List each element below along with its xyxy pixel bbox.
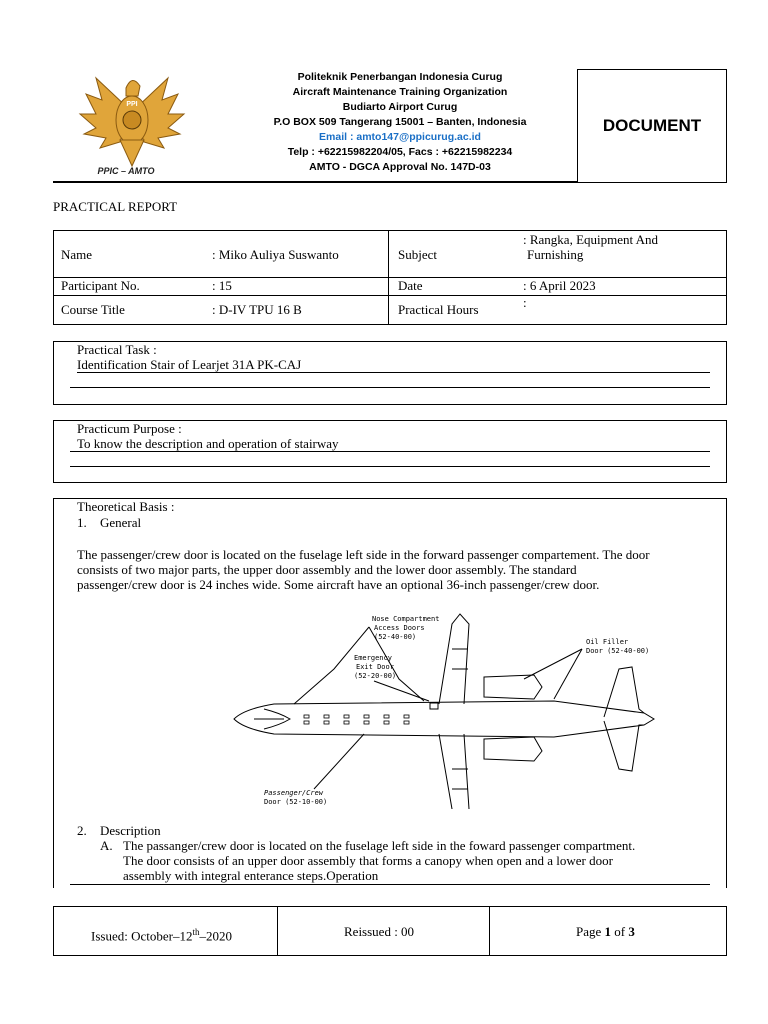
general-line-2: consists of two major parts, the upper door assembly and the lower door assembly. The standard: [77, 562, 577, 577]
info-table: [53, 230, 727, 325]
report-title: PRACTICAL REPORT: [53, 199, 178, 214]
task-label: Practical Task :: [77, 342, 157, 357]
info-table-row-divider: [54, 277, 726, 278]
figure-label-emergency-2: Exit Door: [356, 663, 394, 671]
date-label: Date: [398, 278, 423, 293]
hours-value: :: [523, 295, 527, 310]
figure-label-emergency-3: (52-20-00): [354, 672, 397, 680]
theory-label: Theoretical Basis :: [77, 499, 175, 514]
participant-value: : 15: [212, 278, 232, 293]
document-label-box: [577, 69, 727, 183]
org-line-4: P.O BOX 509 Tangerang 15001 – Banten, Indonesia: [273, 116, 527, 128]
theoretical-basis-box: [53, 498, 727, 888]
footer-divider: [489, 907, 490, 955]
subject-value-line-2: Furnishing: [527, 247, 584, 262]
figure-label-pax-2: Door (52-10-00): [264, 798, 328, 806]
issued-suffix-sup: th: [192, 927, 200, 937]
org-line-2: Aircraft Maintenance Training Organization: [292, 86, 508, 98]
figure-label-nose-1: Nose Compartment: [372, 615, 440, 623]
item-a-line-2: The door consists of an upper door assembly that forms a canopy when open and a lower door: [123, 853, 613, 868]
participant-label: Participant No.: [61, 278, 140, 293]
organization-block: [230, 70, 570, 175]
item-a-letter: A.: [100, 838, 113, 853]
name-value: : Miko Auliya Suswanto: [212, 247, 339, 262]
email-link[interactable]: Email : amto147@ppicurug.ac.id: [319, 131, 481, 143]
general-line-3: passenger/crew door is 24 inches wide. Some aircraft have an optional 36-inch passenger/crew door.: [77, 577, 600, 592]
issued-date: [91, 925, 232, 943]
section-1-title: General: [100, 515, 142, 530]
writing-line: [70, 884, 710, 885]
practicum-purpose-box: [53, 420, 727, 483]
figure-label-nose-2: Access Doors: [374, 624, 425, 632]
general-line-1: The passenger/crew door is located on the fuselage left side in the forward passenger compartement. The door: [77, 547, 650, 562]
page-prefix: Page: [576, 924, 605, 939]
purpose-label: Practicum Purpose :: [77, 421, 182, 436]
header-divider: [53, 181, 578, 183]
item-a-line-1: The passanger/crew door is located on the fuselage left side in the foward passenger compartment.: [123, 838, 636, 853]
writing-line: [70, 466, 710, 467]
approval-line: AMTO - DGCA Approval No. 147D-03: [309, 161, 491, 173]
date-value: : 6 April 2023: [523, 278, 596, 293]
item-a-line-3: assembly with integral enterance steps.Operation: [123, 868, 379, 883]
org-line-1: Politeknik Penerbangan Indonesia Curug: [297, 71, 503, 83]
page-mid: of: [611, 924, 629, 939]
figure-label-pax-1: Passenger/Crew: [264, 789, 324, 797]
document-label: DOCUMENT: [602, 116, 702, 135]
subject-label: Subject: [398, 247, 437, 262]
subject-value-line-1: : Rangka, Equipment And: [523, 232, 659, 247]
issued-year: –2020: [199, 928, 232, 944]
task-value: Identification Stair of Learjet 31A PK-CAJ: [77, 357, 302, 372]
purpose-value: To know the description and operation of stairway: [77, 436, 339, 451]
issued-prefix: Issued: October–12: [91, 928, 193, 944]
phone-line: Telp : +62215982204/05, Facs : +62215982234: [287, 146, 513, 158]
section-2-title: Description: [100, 823, 161, 838]
aircraft-diagram: [224, 609, 684, 809]
logo-text: PPI: [126, 101, 138, 108]
org-line-3: Budiarto Airport Curug: [342, 101, 458, 113]
hours-label: Practical Hours: [398, 302, 479, 317]
practical-task-box: [53, 341, 727, 405]
name-label: Name: [61, 247, 93, 262]
figure-label-nose-3: (52-40-00): [374, 633, 417, 641]
section-1-number: 1.: [77, 515, 87, 530]
figure-label-oil-2: Door (52-40-00): [586, 647, 650, 655]
writing-line: [77, 372, 710, 373]
eagle-emblem-icon: [76, 70, 188, 170]
page-indicator: [576, 924, 635, 939]
figure-label-emergency-1: Emergency: [354, 654, 392, 662]
logo-caption: PPIC – AMTO: [97, 166, 155, 176]
writing-line: [70, 387, 710, 388]
course-value: : D-IV TPU 16 B: [212, 302, 302, 317]
section-2-number: 2.: [77, 823, 87, 838]
page-total: 3: [628, 924, 635, 939]
reissued-label: Reissued : 00: [344, 924, 415, 939]
course-label: Course Title: [61, 302, 125, 317]
footer-divider: [277, 907, 278, 955]
page-current: 1: [604, 924, 612, 939]
footer-table: [53, 906, 727, 956]
figure-label-oil-1: Oil Filler: [586, 638, 629, 646]
info-table-row-divider: [54, 295, 726, 296]
writing-line: [70, 451, 710, 452]
